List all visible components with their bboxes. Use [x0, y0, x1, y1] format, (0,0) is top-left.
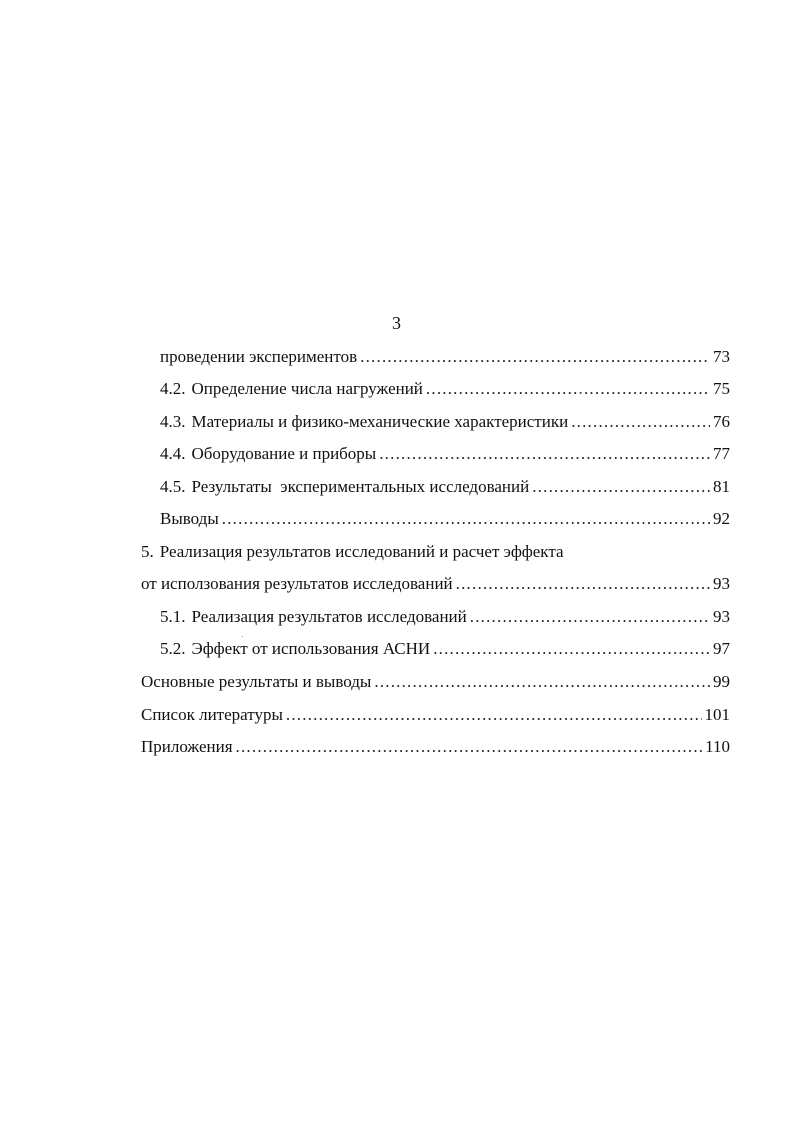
toc-entry [160, 506, 730, 532]
toc-dot-leader [456, 571, 710, 597]
toc-entry-number: 4.3. [160, 412, 186, 431]
toc-entry [160, 474, 730, 500]
page-number: 3 [392, 313, 401, 333]
scan-speck [242, 636, 243, 637]
toc-entry [141, 669, 730, 695]
toc-entry [141, 734, 730, 760]
toc-entry-title: проведении экспериментов [160, 347, 358, 366]
toc-dot-leader [571, 409, 710, 435]
toc-dot-leader [286, 702, 702, 728]
toc-chapter-heading [141, 539, 730, 565]
toc-dot-leader [222, 506, 710, 532]
toc-dot-leader [236, 734, 703, 760]
toc-entry-page: 76 [713, 412, 730, 431]
toc-entry [160, 376, 730, 402]
toc-entry-page: 93 [713, 574, 730, 593]
toc-entry-title: Результаты экспериментальных исследований [191, 477, 530, 496]
toc-entry-number: 4.4. [160, 444, 186, 463]
toc-entry-page: 75 [713, 379, 730, 398]
toc-dot-leader [374, 669, 710, 695]
toc-entry [160, 344, 730, 370]
toc-entry-number: 4.2. [160, 379, 186, 398]
toc-dot-leader [379, 441, 710, 467]
toc-dot-leader [470, 604, 710, 630]
toc-entry-title: Материалы и физико-механические характеристики [191, 412, 569, 431]
toc-entry-page: 97 [713, 639, 730, 658]
toc-entry-title: от исползования результатов исследований [141, 574, 453, 593]
toc-dot-leader [433, 636, 710, 662]
toc-entry [160, 409, 730, 435]
toc-entry-page: 93 [713, 607, 730, 626]
toc-entry [141, 571, 730, 597]
toc-entry-title: Основные результаты и выводы [141, 672, 372, 691]
toc-entry-title: Список литературы [141, 705, 283, 724]
toc-entry-page: 73 [713, 347, 730, 366]
toc-entry [141, 702, 730, 728]
toc-entry [160, 636, 730, 662]
toc-entry-page: 92 [713, 509, 730, 528]
toc-dot-leader [360, 344, 710, 370]
toc-entry-page: 99 [713, 672, 730, 691]
toc-dot-leader [426, 376, 710, 402]
toc-entry [160, 441, 730, 467]
toc-entry-page: 101 [704, 705, 730, 724]
toc-entry-number: 5. [141, 542, 154, 561]
toc-entry-title: Приложения [141, 737, 233, 756]
toc-entry-page: 110 [705, 737, 730, 756]
toc-dot-leader [532, 474, 710, 500]
toc-entry-title: Выводы [160, 509, 219, 528]
toc-entry [160, 604, 730, 630]
toc-entry-title: Эффект от использования АСНИ [191, 639, 431, 658]
scan-speck [580, 393, 581, 394]
toc-entry-page: 77 [713, 444, 730, 463]
toc-entry-title: Определение числа нагружений [191, 379, 423, 398]
toc-entry-page: 81 [713, 477, 730, 496]
toc-entry-title: Реализация результатов исследований [191, 607, 467, 626]
toc-entry-number: 4.5. [160, 477, 186, 496]
toc-entry-title: Реализация результатов исследований и расчет эффекта [159, 542, 564, 561]
toc-entry-number: 5.2. [160, 639, 186, 658]
toc-entry-number: 5.1. [160, 607, 186, 626]
toc-entry-title: Оборудование и приборы [191, 444, 377, 463]
